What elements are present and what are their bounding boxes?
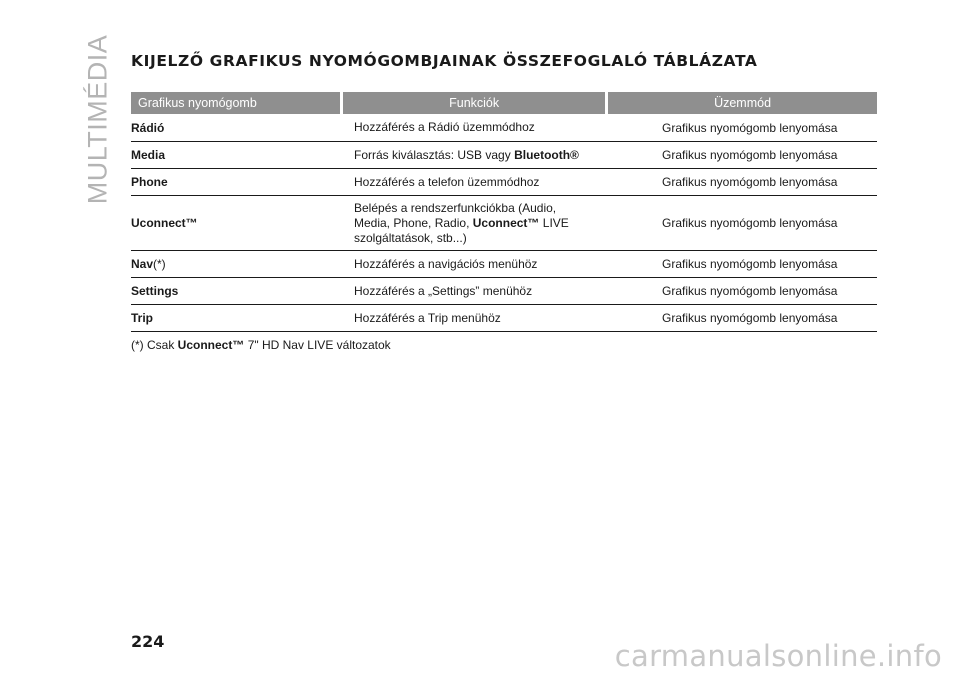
row-function: Hozzáférés a Trip menühöz xyxy=(354,310,501,325)
row-button: Rádió xyxy=(131,120,165,135)
function-text xyxy=(354,148,579,163)
row-mode: Grafikus nyomógomb lenyomása xyxy=(662,120,838,135)
row-function: Hozzáférés a „Settings” menühöz xyxy=(354,283,533,298)
function-line-part: LIVE xyxy=(539,215,569,230)
row-function: Hozzáférés a telefon üzemmódhoz xyxy=(354,174,540,189)
table-row xyxy=(131,278,877,305)
page-number: 224 xyxy=(131,632,165,651)
table-row xyxy=(131,251,877,278)
section-label-text: MULTIMÉDIA xyxy=(82,34,113,204)
footnote-marker: (*) xyxy=(153,257,166,271)
row-button: Media xyxy=(131,148,166,162)
page-title: KIJELZŐ GRAFIKUS NYOMÓGOMBJAINAK ÖSSZEFOGLALÓ TÁBLÁZATA xyxy=(131,52,758,70)
table-row xyxy=(131,142,877,169)
row-function xyxy=(354,196,662,250)
header-functions: Funkciók xyxy=(343,92,605,114)
row-button: Settings xyxy=(131,284,179,298)
function-line-part: Media, Phone, Radio, xyxy=(354,215,473,230)
function-text-bold: Bluetooth® xyxy=(514,147,579,162)
row-button-label: Nav xyxy=(131,257,154,271)
row-mode: Grafikus nyomógomb lenyomása xyxy=(662,284,838,298)
summary-table xyxy=(131,92,877,332)
function-text-part: Forrás kiválasztás: USB vagy xyxy=(354,147,515,162)
row-mode: Grafikus nyomógomb lenyomása xyxy=(662,175,838,189)
footnote-text: 7" HD Nav LIVE változatok xyxy=(244,338,391,352)
row-mode: Grafikus nyomógomb lenyomása xyxy=(662,257,838,271)
row-function: Hozzáférés a navigációs menühöz xyxy=(354,256,538,271)
row-button: Uconnect™ xyxy=(131,216,198,230)
header-button: Grafikus nyomógomb xyxy=(131,92,340,114)
row-function: Hozzáférés a Rádió üzemmódhoz xyxy=(354,120,535,134)
table-row xyxy=(131,169,877,196)
function-text-bold: Uconnect™ xyxy=(472,215,540,230)
section-side-label xyxy=(78,34,118,204)
footnote-text: (*) Csak xyxy=(131,338,178,352)
function-line: szolgáltatások, stb...) xyxy=(354,230,467,245)
row-mode: Grafikus nyomógomb lenyomása xyxy=(662,311,838,325)
row-button: Trip xyxy=(131,311,154,325)
table-footnote xyxy=(131,338,391,352)
row-mode: Grafikus nyomógomb lenyomása xyxy=(662,148,838,162)
table-header xyxy=(131,92,877,114)
watermark: carmanualsonline.info xyxy=(614,639,942,673)
row-mode: Grafikus nyomógomb lenyomása xyxy=(662,216,838,230)
table-row xyxy=(131,305,877,332)
function-text xyxy=(354,201,569,246)
row-button: Phone xyxy=(131,175,168,189)
table-row xyxy=(131,114,877,142)
header-mode: Üzemmód xyxy=(608,92,877,114)
row-function xyxy=(354,142,662,168)
function-line: Belépés a rendszerfunkciókba (Audio, xyxy=(354,200,557,215)
footnote-bold: Uconnect™ xyxy=(177,338,245,352)
table-row xyxy=(131,196,877,251)
row-button xyxy=(131,251,354,277)
